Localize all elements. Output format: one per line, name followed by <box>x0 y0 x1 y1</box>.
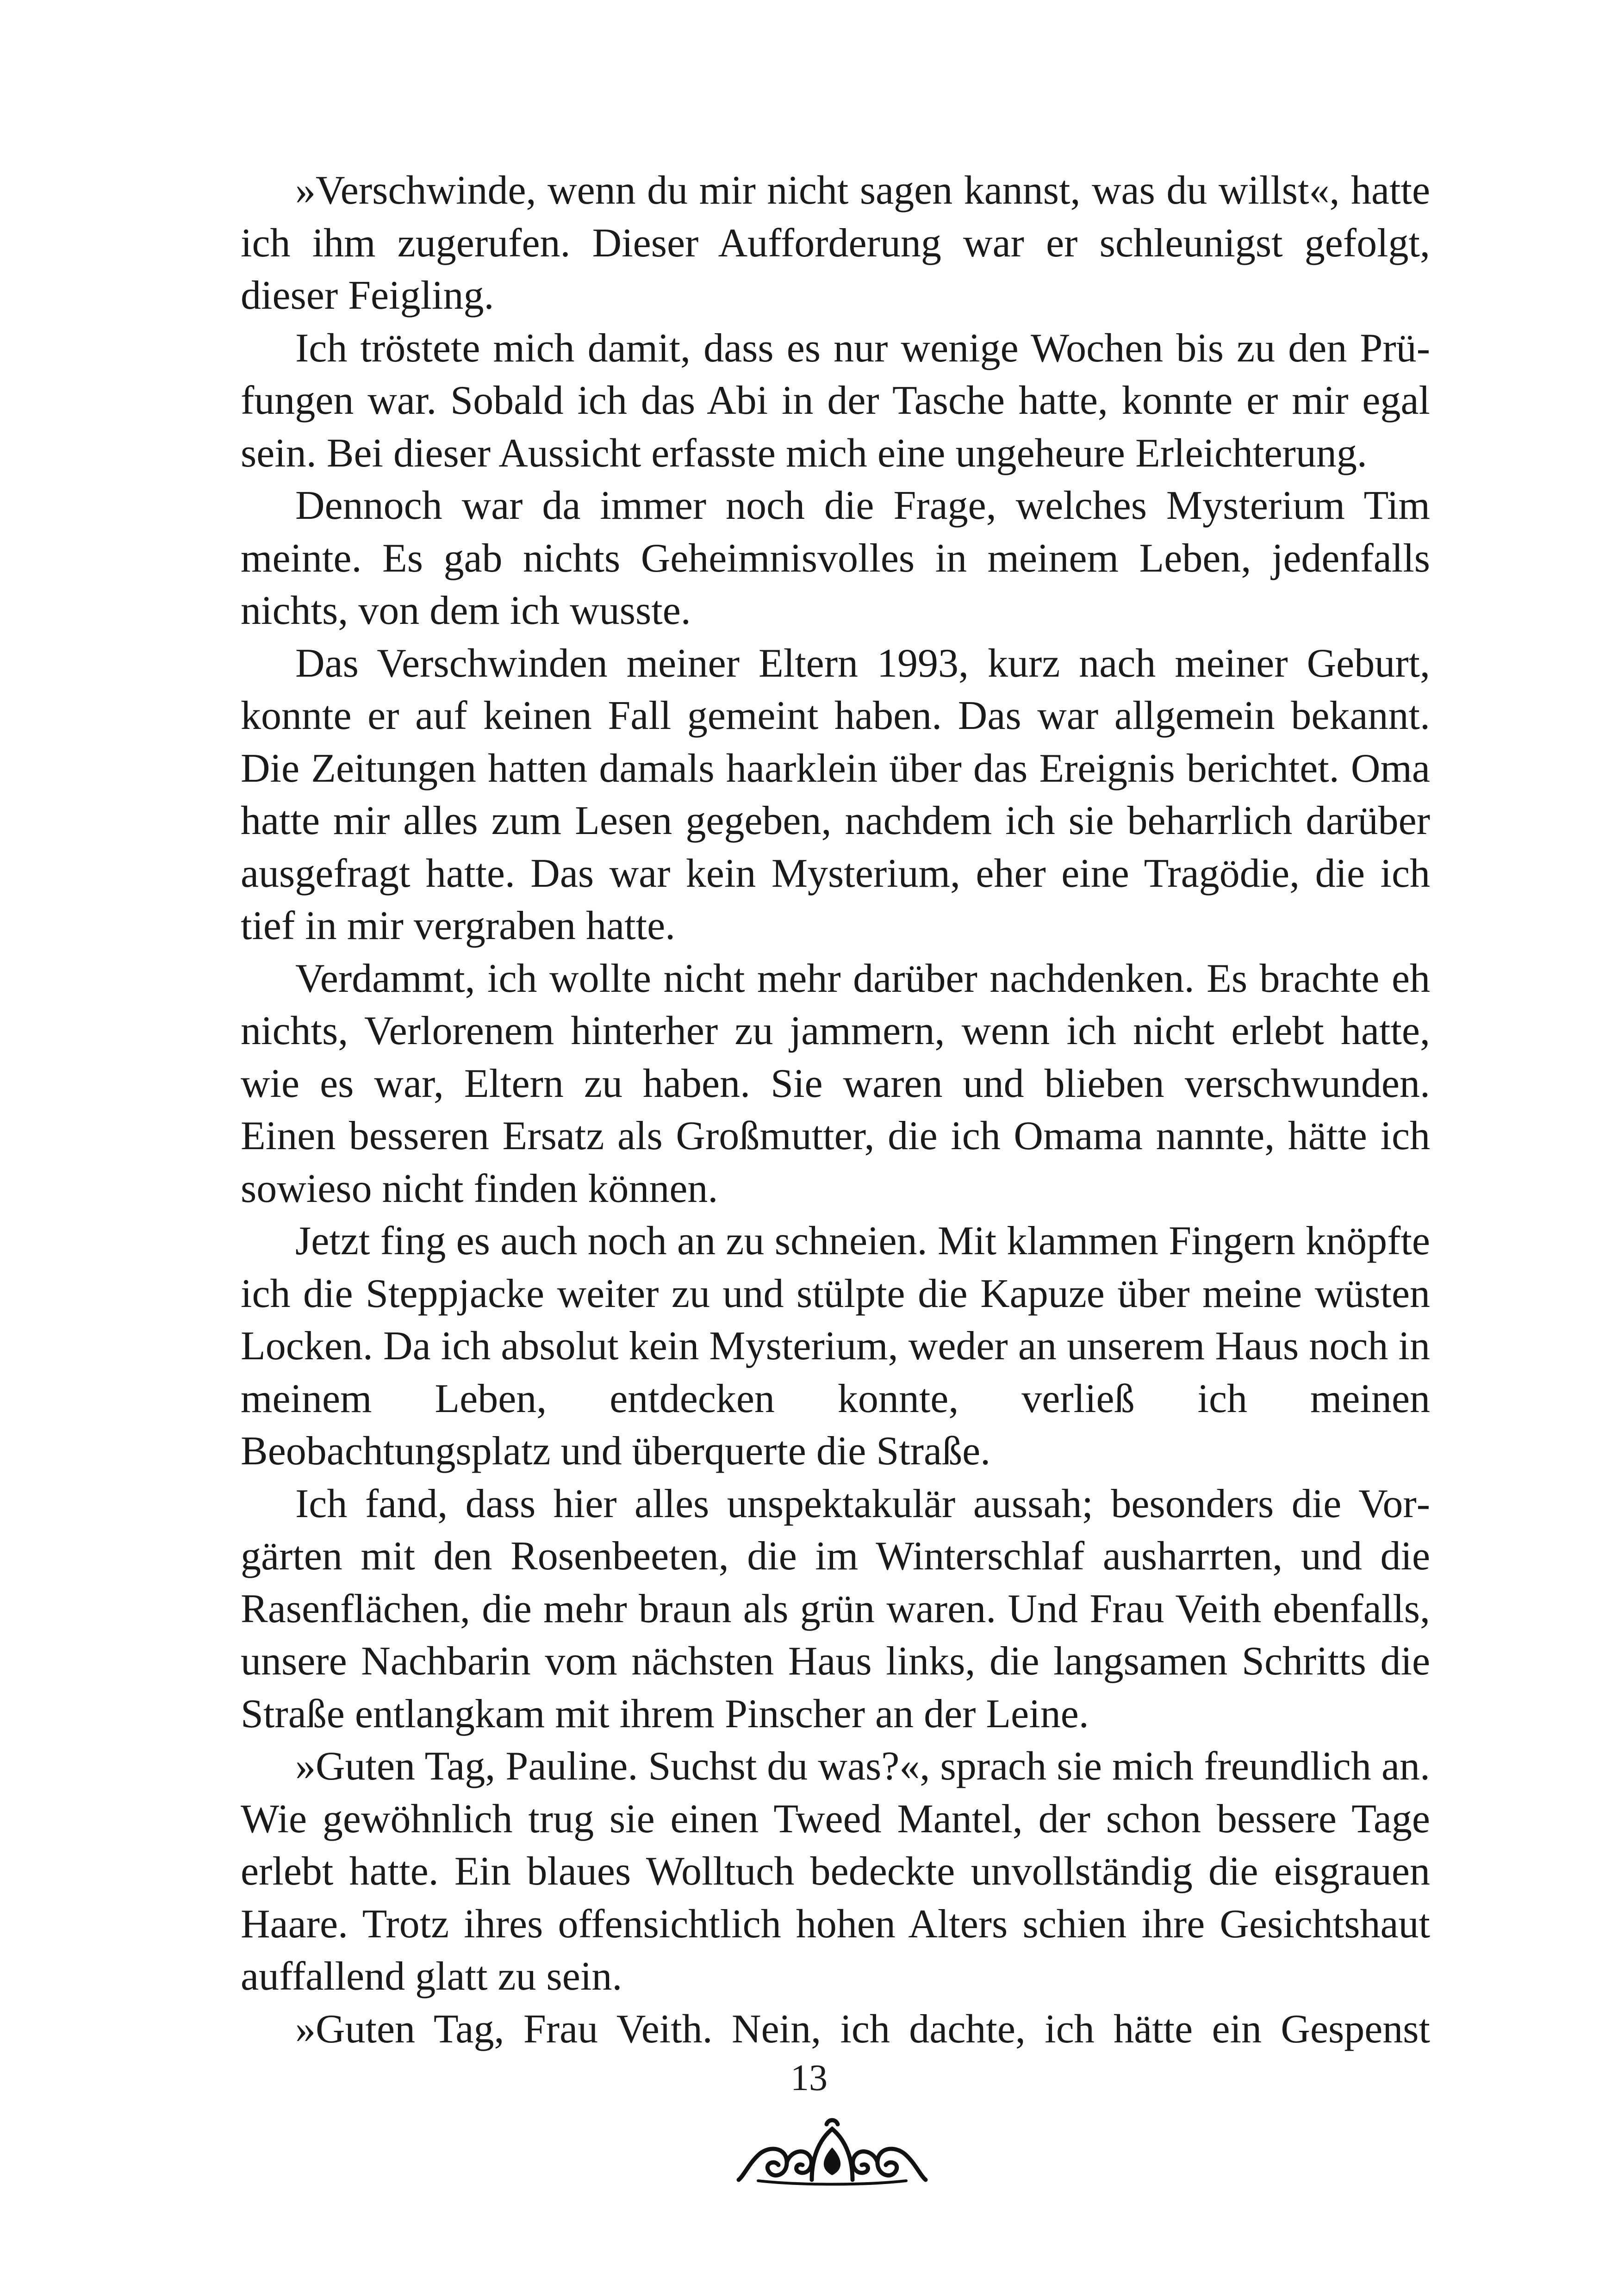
page-number: 13 <box>790 2058 828 2098</box>
decorative-scroll-ornament-icon <box>730 2110 934 2189</box>
paragraph: Ich tröstete mich damit, dass es nur wenige Wochen bis zu den Prüfungen war. Sobald ich das Abi in der Tasche hatte, konnte er mir egal sein. Bei dieser Aussicht erfasste mich eine ungeheure Erleichterung. <box>241 325 1430 476</box>
paragraph: Das Verschwinden meiner Eltern 1993, kurz nach meiner Geburt, konnte er auf keinen Fall gemeint haben. Das war allgemein bekannt. Die Zeitungen hatten damals haarklein über das Ereignis berichtet. Oma hatte mir alles zum Lesen gegeben, nachdem ich sie beharrlich darüber ausgefragt hatte. Das war kein Mysterium, eher eine Tragödie, die ich tief in mir vergraben hatte. <box>241 641 1430 948</box>
page-body-text <box>241 164 1430 2055</box>
paragraph: »Guten Tag, Pauline. Suchst du was?«, sprach sie mich freundlich an. Wie gewöhnlich trug sie einen Tweed Mantel, der schon bessere Tage erlebt hatte. Ein blaues Wolltuch bedeckte unvollständig die eisgrauen Haare. Trotz ihres offensichtlich hohen Alters schien ihre Gesichtshaut auffallend glatt zu sein. <box>241 1744 1430 1999</box>
paragraph: Verdammt, ich wollte nicht mehr darüber nachdenken. Es brachte eh nichts, Verlorenem hinterher zu jammern, wenn ich nicht erlebt hatte, wie es war, Eltern zu haben. Sie waren und blieben verschwunden. Einen besseren Ersatz als Großmutter, die ich Omama nannte, hätte ich sowieso nicht finden können. <box>241 956 1430 1211</box>
paragraph: Ich fand, dass hier alles unspektakulär aussah; besonders die Vorgärten mit den Rosenbeeten, die im Winterschlaf ausharrten, und die Rasenflächen, die mehr braun als grün waren. Und Frau Veith ebenfalls, unsere Nachbarin vom nächsten Haus links, die langsamen Schritts die Straße entlangkam mit ihrem Pinscher an der Leine. <box>241 1481 1430 1736</box>
paragraph: Jetzt fing es auch noch an zu schneien. Mit klammen Fingern knöpfte ich die Steppjacke weiter zu und stülpte die Kapuze über meine wüsten Locken. Da ich absolut kein Mysterium, weder an unserem Haus noch in meinem Leben, entdecken konnte, verließ ich meinen Beobachtungsplatz und überquerte die Straße. <box>241 1219 1430 1474</box>
paragraph: »Guten Tag, Frau Veith. Nein, ich dachte, ich hätte ein Gespenst <box>295 2006 1430 2052</box>
paragraph: »Verschwinde, wenn du mir nicht sagen kannst, was du willst«, hatte ich ihm zugerufen. Dieser Aufforderung war er schleunigst gefolgt, dieser Feigling. <box>241 168 1430 318</box>
paragraph: Dennoch war da immer noch die Frage, welches Mysterium Tim meinte. Es gab nichts Geheimnisvolles in meinem Leben, jedenfalls nichts, von dem ich wusste. <box>241 483 1430 633</box>
